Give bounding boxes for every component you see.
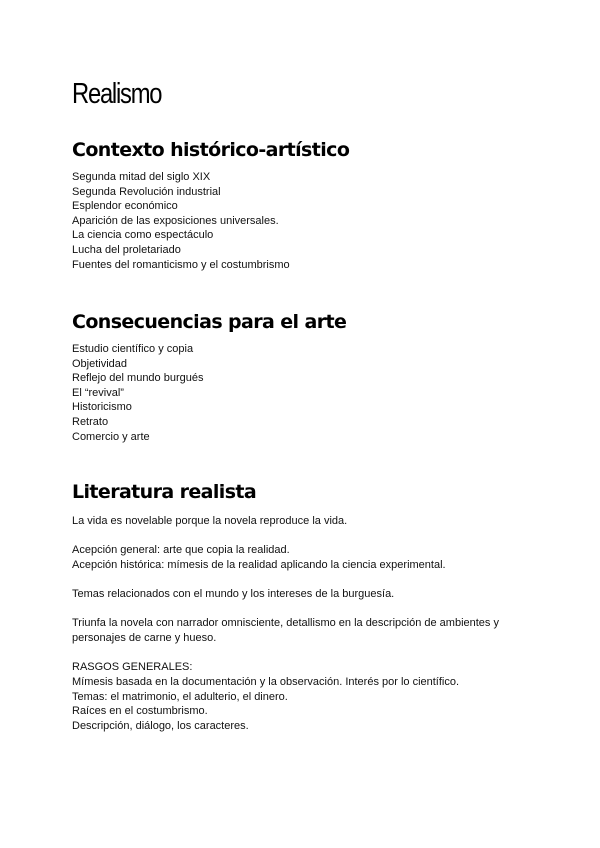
list-item: Estudio científico y copia [72,343,194,355]
rasgos-heading: RASGOS GENERALES: [72,661,193,673]
list-item: Objetividad [72,357,128,370]
paragraph-vida: La vida es novelable porque la novela reproduce la vida. [72,515,348,527]
rasgos-list [72,675,459,733]
list-item: Descripción, diálogo, los caracteres. [72,719,249,732]
heading-literatura: Literatura realista [72,481,257,503]
heading-consecuencias: Consecuencias para el arte [72,311,347,333]
list-item: Comercio y arte [72,430,150,443]
paragraph-temas: Temas relacionados con el mundo y los intereses de la burguesía. [72,588,395,600]
list-item: Raíces en el costumbrismo. [72,705,208,718]
list-item: Esplendor económico [72,200,178,213]
page-title: Realismo [72,78,162,110]
list-item: Segunda Revolución industrial [72,185,221,198]
consecuencias-list [72,342,203,444]
contexto-list [72,170,290,272]
list-item: El “revival” [72,386,124,399]
list-item: Fuentes del romanticismo y el costumbrismo [72,258,290,271]
list-item: Mímesis basada en la documentación y la observación. Interés por lo científico. [72,676,460,688]
paragraph-acepcion-general: Acepción general: arte que copia la realidad. [72,544,290,556]
paragraph-acepcion-historica: Acepción histórica: mímesis de la realidad aplicando la ciencia experimental. [72,559,446,571]
paragraph-triunfa: Triunfa la novela con narrador omnisciente, detallismo en la descripción de ambientes y personajes de carne y hueso. [72,617,499,644]
list-item: Retrato [72,415,109,428]
list-item: Reflejo del mundo burgués [72,372,204,385]
list-item: Historicismo [72,401,132,414]
list-item: La ciencia como espectáculo [72,229,214,242]
list-item: Lucha del proletariado [72,243,181,256]
heading-contexto: Contexto histórico-artístico [72,139,350,161]
list-item: Aparición de las exposiciones universales. [72,214,279,227]
list-item: Temas: el matrimonio, el adulterio, el dinero. [72,690,288,703]
list-item: Segunda mitad del siglo XIX [72,171,211,183]
